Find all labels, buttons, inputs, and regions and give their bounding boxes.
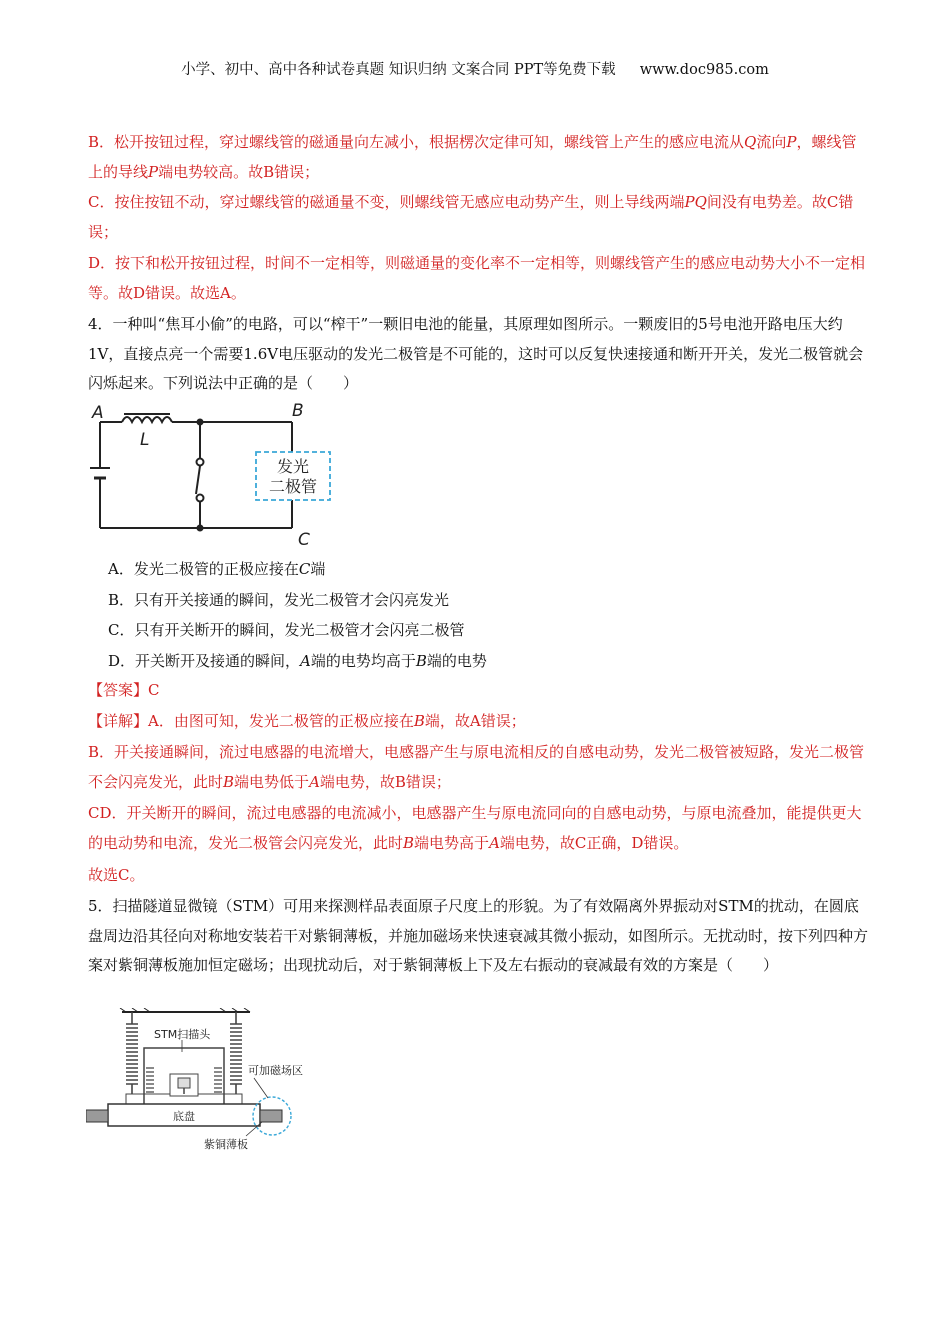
label-b: B	[292, 401, 304, 421]
header-url[interactable]: www.doc985.com	[639, 62, 769, 78]
stm-label: STM扫描头	[154, 1028, 211, 1041]
prev-answer-c: C．按住按钮不动，穿过螺线管的磁通量不变，则螺线管无感应电动势产生，则上导线两端PQ间没有电势差。故C错误；	[88, 193, 854, 241]
question-4-stem: 4．一种叫“焦耳小偷”的电路，可以“榨干”一颗旧电池的能量，其原理如图所示。一颗废旧的5号电池开路电压大约1V，直接点亮一个需要1.6V电压驱动的发光二极管是不可能的，这时可以反复快速接通和断开开关，发光二极管就会闪烁起来。下列说法中正确的是（ ）	[88, 315, 864, 392]
option-4a: A．发光二极管的正极应接在C端	[108, 560, 326, 578]
led-label-2: 二极管	[268, 477, 318, 496]
plate-label: 紫铜薄板	[204, 1138, 248, 1151]
detail-4a: 【详解】A．由图可知，发光二极管的正极应接在B端，故A错误；	[88, 712, 526, 730]
option-4d: D．开关断开及接通的瞬间，A端的电势均高于B端的电势	[108, 652, 487, 670]
detail-4b: B．开关接通瞬间，流过电感器的电流增大，电感器产生与原电流相反的自感电动势，发光二极管被短路，发光二极管不会闪亮发光，此时B端电势低于A端电势，故B错误；	[88, 743, 865, 791]
option-4c: C．只有开关断开的瞬间，发光二极管才会闪亮二极管	[108, 621, 465, 639]
label-l: L	[140, 430, 150, 450]
answer-4: 【答案】C	[88, 681, 160, 699]
joule-thief-circuit-figure	[88, 400, 348, 550]
label-a: A	[92, 403, 104, 423]
label-c: C	[298, 530, 310, 550]
field-label: 可加磁场区	[248, 1064, 303, 1077]
option-4b: B．只有开关接通的瞬间，发光二极管才会闪亮发光	[108, 591, 450, 609]
base-label: 底盘	[173, 1110, 195, 1123]
detail-4cd: CD．开关断开的瞬间，流过电感器的电流减小，电感器产生与原电流同向的自感电动势，与原电流叠加，能提供更大的电动势和电流，发光二极管会闪亮发光，此时B端电势高于A端电势，故C正确，D错误。	[88, 804, 862, 852]
detail-4-end: 故选C。	[88, 866, 145, 884]
prev-answer-b: B．松开按钮过程，穿过螺线管的磁通量向左减小，根据楞次定律可知，螺线管上产生的感应电流从Q流向P，螺线管上的导线P端电势较高。故B错误；	[88, 133, 857, 181]
stm-figure	[86, 1008, 316, 1158]
page-header	[0, 58, 950, 79]
prev-answer-d: D．按下和松开按钮过程，时间不一定相等，则磁通量的变化率不一定相等，则螺线管产生的感应电动势大小不一定相等。故D错误。故选A。	[88, 254, 866, 302]
led-label-1: 发光	[276, 457, 310, 476]
question-5-stem: 5．扫描隧道显微镜（STM）可用来探测样品表面原子尺度上的形貌。为了有效隔离外界振动对STM的扰动，在圆底盘周边沿其径向对称地安装若干对紫铜薄板，并施加磁场来快速衰减其微小振动，如图所示。无扰动时，按下列四种方案对紫铜薄板施加恒定磁场；出现扰动后，对于紫铜薄板上下及左右振动的衰减最有效的方案是（ ）	[88, 897, 869, 974]
header-text: 小学、初中、高中各种试卷真题 知识归纳 文案合同 PPT等免费下载	[181, 62, 616, 78]
